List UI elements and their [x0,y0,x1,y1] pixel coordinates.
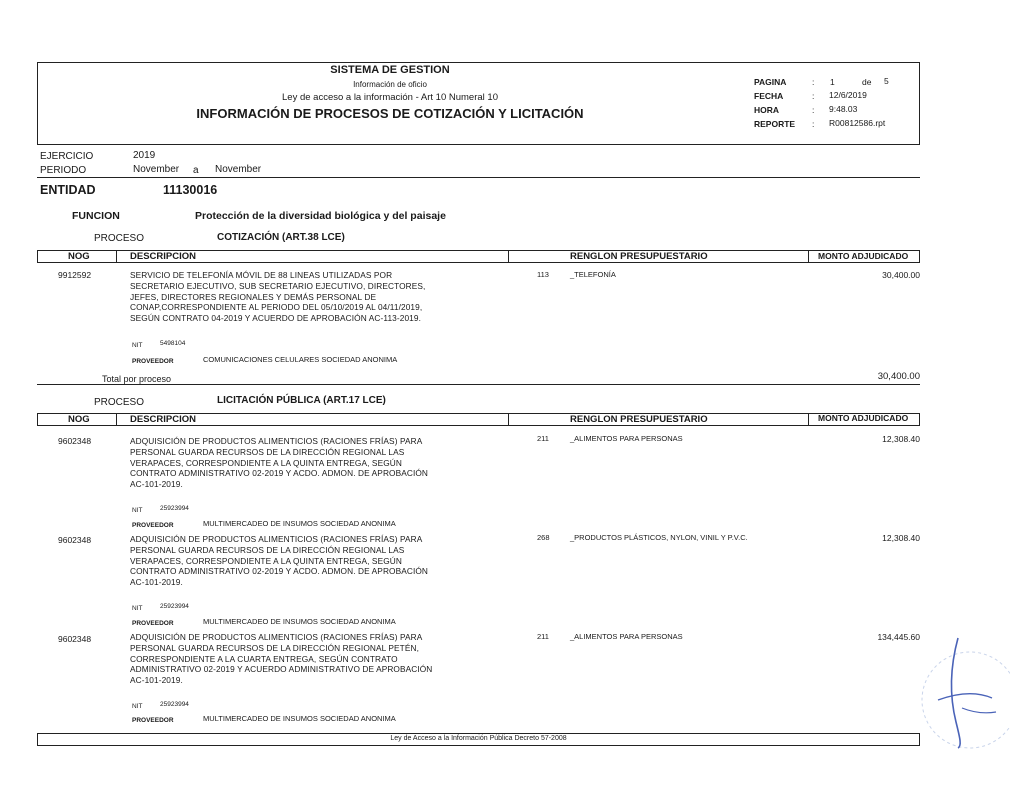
signature-stroke [938,694,992,700]
hora-value: 9:48.03 [829,104,858,114]
proveedor-value: MULTIMERCADEO DE INSUMOS SOCIEDAD ANONIMA [203,519,396,528]
pagina-label: PAGINA [754,77,787,87]
row-nog: 9912592 [58,270,92,280]
stamp-ring [922,652,1010,748]
col-nog: NOG [68,414,90,425]
col-monto: MONTO ADJUDICADO [818,413,909,423]
proveedor-label: PROVEEDOR [132,522,174,529]
hora-label: HORA [754,105,780,115]
ejercicio-value: 2019 [133,150,156,161]
proceso2-label: PROCESO [94,397,145,408]
proveedor-label: PROVEEDOR [132,358,174,365]
fecha-sep: : [812,91,815,101]
proveedor-value: MULTIMERCADEO DE INSUMOS SOCIEDAD ANONIMA [203,714,396,723]
proveedor-value: COMUNICACIONES CELULARES SOCIEDAD ANONIMA [203,355,398,364]
proceso2-name: LICITACIÓN PÚBLICA (ART.17 LCE) [217,395,386,406]
periodo-to: November [215,164,262,175]
system-title: SISTEMA DE GESTION [330,64,450,76]
col-renglon: RENGLON PRESUPUESTARIO [570,414,708,425]
nit-value: 5498104 [160,340,186,347]
row-monto: 12,308.40 [882,533,920,543]
report-title: INFORMACIÓN DE PROCESOS DE COTIZACIÓN Y LICITACIÓN [196,106,584,121]
proveedor-label: PROVEEDOR [132,717,174,724]
funcion-label: FUNCION [72,210,120,222]
col-divider [508,251,509,262]
nit-value: 25923994 [160,603,189,610]
renglon-code: 268 [537,533,550,542]
total-label: Total por proceso [102,374,172,384]
col-divider [808,251,809,262]
header-subtitle: Información de oficio [353,80,427,89]
periodo-divider [37,177,920,178]
nit-label: NIT [132,342,143,349]
renglon-code: 211 [537,632,549,641]
renglon-name: _TELEFONÍA [570,270,616,279]
col-divider [508,414,509,425]
signature-stroke [962,708,996,713]
entidad-value: 11130016 [163,183,218,197]
reporte-value: R00812586.rpt [829,118,886,128]
col-descripcion: DESCRIPCION [130,414,196,425]
fecha-value: 12/6/2019 [829,90,867,100]
proceso1-name: COTIZACIÓN (ART.38 LCE) [217,232,345,243]
nit-label: NIT [132,605,143,612]
row-nog: 9602348 [58,436,92,446]
nit-label: NIT [132,703,143,710]
periodo-from: November [133,164,180,175]
de-value: 5 [884,76,889,86]
row-monto: 12,308.40 [882,434,920,444]
col-renglon: RENGLON PRESUPUESTARIO [570,251,708,262]
row-description: ADQUISICIÓN DE PRODUCTOS ALIMENTICIOS (RACIONES FRÍAS) PARA PERSONAL GUARDA RECURSOS DE LA DIRECCIÓN REGIONAL LAS VERAPACES, CORRESPONDIENTE A LA QUINTA ENTREGA, SEGÚN CONTRATO ADMINISTRATIVO 02-2019 Y ACDO. ADMON. DE APROBACIÓN AC-101-2019. [130,534,428,588]
footer-text: Ley de Acceso a la Información Pública Decreto 57-2008 [390,735,567,742]
entidad-label: ENTIDAD [40,183,96,197]
hora-sep: : [812,105,815,115]
proveedor-value: MULTIMERCADEO DE INSUMOS SOCIEDAD ANONIMA [203,617,396,626]
row-monto: 134,445.60 [877,632,920,642]
reporte-sep: : [812,119,815,129]
row-description: SERVICIO DE TELEFONÍA MÓVIL DE 88 LINEAS UTILIZADAS POR SECRETARIO EJECUTIVO, SUB SECRETARIO EJECUTIVO, DIRECTORES, JEFES, DIRECTORES REGIONALES Y DEMÁS PERSONAL DE CONAP,CORRESPONDIENTE AL PERIODO DEL 05/10/2019 AL 04/11/2019, SEGÚN CONTRATO 04-2019 Y ACUERDO DE APROBACIÓN AC-113-2019. [130,270,426,324]
renglon-code: 211 [537,434,549,443]
proceso1-label: PROCESO [94,233,145,244]
total-value: 30,400.00 [877,371,920,382]
nit-value: 25923994 [160,505,189,512]
row-nog: 9602348 [58,634,92,644]
renglon-code: 113 [537,270,549,279]
header-law: Ley de acceso a la información - Art 10 Numeral 10 [282,92,498,103]
renglon-name: _ALIMENTOS PARA PERSONAS [570,632,683,641]
signature-stamp [900,630,1010,750]
col-divider [116,251,117,262]
funcion-value: Protección de la diversidad biológica y del paisaje [195,210,446,222]
col-nog: NOG [68,251,90,262]
pagina-value: 1 [830,77,835,87]
de-label: de [862,77,872,87]
fecha-label: FECHA [754,91,784,101]
periodo-label: PERIODO [40,165,87,176]
ejercicio-label: EJERCICIO [40,151,94,162]
col-divider [808,414,809,425]
reporte-label: REPORTE [754,119,796,129]
periodo-a: a [193,165,199,176]
nit-value: 25923994 [160,701,189,708]
col-descripcion: DESCRIPCION [130,251,196,262]
row-monto: 30,400.00 [882,270,920,280]
proveedor-label: PROVEEDOR [132,620,174,627]
row-description: ADQUISICIÓN DE PRODUCTOS ALIMENTICIOS (RACIONES FRÍAS) PARA PERSONAL GUARDA RECURSOS DE LA DIRECCIÓN REGIONAL PETÉN, CORRESPONDIENTE A LA CUARTA ENTREGA, SEGÚN CONTRATO ADMINISTRATIVO 02-2019 Y ACUERDO ADMINISTRATIVO DE APROBACIÓN AC-101-2019. [130,632,433,686]
row-nog: 9602348 [58,535,92,545]
renglon-name: _PRODUCTOS PLÁSTICOS, NYLON, VINIL Y P.V.C. [570,533,748,542]
col-monto: MONTO ADJUDICADO [818,251,909,261]
total-divider [37,384,920,385]
nit-label: NIT [132,507,143,514]
row-description: ADQUISICIÓN DE PRODUCTOS ALIMENTICIOS (RACIONES FRÍAS) PARA PERSONAL GUARDA RECURSOS DE LA DIRECCIÓN REGIONAL LAS VERAPACES, CORRESPONDIENTE A LA QUINTA ENTREGA, SEGÚN CONTRATO ADMINISTRATIVO 02-2019 Y ACDO. ADMON. DE APROBACIÓN AC-101-2019. [130,436,428,490]
pagina-sep: : [812,77,815,87]
renglon-name: _ALIMENTOS PARA PERSONAS [570,434,683,443]
col-divider [116,414,117,425]
